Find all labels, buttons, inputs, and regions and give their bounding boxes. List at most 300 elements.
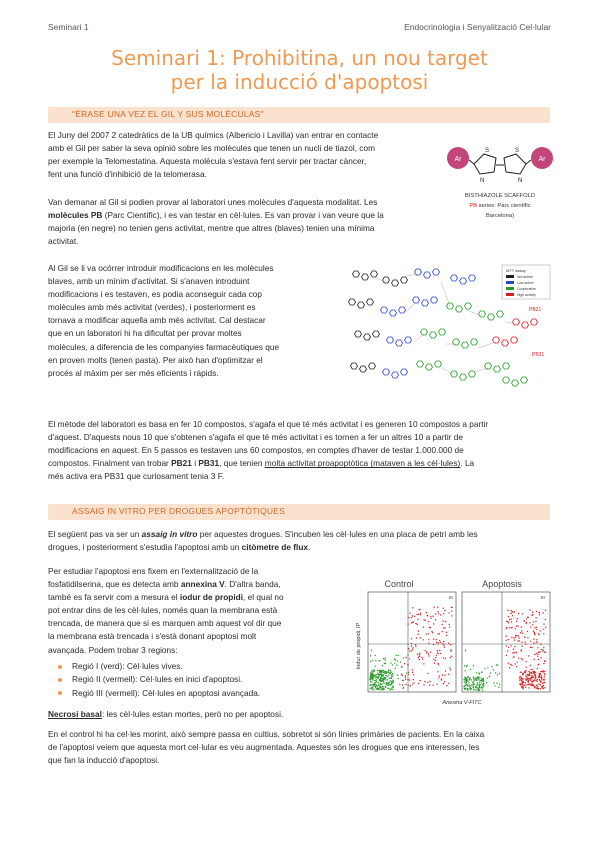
event-dot: [380, 672, 381, 673]
event-dot: [391, 676, 392, 677]
event-dot: [377, 688, 378, 689]
thiazole-ring-right: [504, 154, 526, 174]
event-dot: [379, 675, 380, 676]
event-dot: [369, 688, 370, 689]
event-dot: [413, 621, 414, 622]
event-dot: [378, 674, 379, 675]
event-dot: [423, 639, 424, 640]
event-dot: [375, 680, 376, 681]
event-dot: [387, 682, 388, 683]
event-dot: [435, 613, 436, 614]
event-dot: [370, 655, 371, 656]
event-dot: [473, 689, 474, 690]
event-dot: [436, 684, 437, 685]
event-dot: [396, 664, 397, 665]
event-dot: [529, 674, 530, 675]
event-dot: [540, 630, 541, 631]
event-dot: [383, 658, 384, 659]
event-dot: [513, 637, 514, 638]
event-dot: [468, 682, 469, 683]
event-dot: [392, 687, 393, 688]
scaffold-caption-1: BISTHIAZOLE SCAFFOLD: [464, 193, 536, 199]
text-line: també es fa servir com a mesura el iodur de propidi, el qual no: [48, 592, 284, 603]
event-dot: [449, 667, 450, 668]
event-dot: [529, 622, 530, 623]
event-dot: [543, 629, 544, 630]
event-dot: [531, 681, 532, 682]
event-dot: [537, 656, 538, 657]
event-dot: [524, 620, 525, 621]
event-dot: [479, 682, 480, 683]
event-dot: [520, 679, 521, 680]
event-dot: [481, 678, 482, 679]
text-line: Van demanar al Gil si podien provar al laboratori unes molècules d'aquesta modalitat. Les: [48, 197, 378, 207]
event-dot: [526, 667, 527, 668]
event-dot: [431, 631, 432, 632]
event-dot: [445, 621, 446, 622]
header-left: Seminari 1: [48, 22, 89, 32]
event-dot: [537, 654, 538, 655]
event-dot: [451, 615, 452, 616]
event-dot: [542, 682, 543, 683]
quadrant-label: I: [371, 648, 373, 653]
event-dot: [409, 679, 410, 680]
event-dot: [448, 612, 449, 613]
event-dot: [428, 655, 429, 656]
event-dot: [417, 654, 418, 655]
event-dot: [450, 644, 451, 645]
event-dot: [510, 664, 511, 665]
molecule-sketch: [413, 297, 438, 306]
event-dot: [384, 677, 385, 678]
event-dot: [525, 670, 526, 671]
event-dot: [377, 686, 378, 687]
event-dot: [438, 677, 439, 678]
event-dot: [484, 668, 485, 669]
event-dot: [508, 622, 509, 623]
event-dot: [387, 688, 388, 689]
event-dot: [476, 687, 477, 688]
event-dot: [525, 678, 526, 679]
event-dot: [493, 669, 494, 670]
event-dot: [437, 634, 438, 635]
event-dot: [448, 642, 449, 643]
event-dot: [421, 657, 422, 658]
event-dot: [438, 613, 439, 614]
text-line: pot entrar dins de les cèl·lules, només quan la membrana està: [48, 605, 278, 616]
event-dot: [478, 690, 479, 691]
event-dot: [521, 678, 522, 679]
text-line: que fan la inducció d'apoptosi.: [48, 755, 160, 766]
list-item: Regió III (vermell): Cèl·lules en apoptosi avançada.: [56, 687, 260, 700]
event-dot: [510, 610, 511, 611]
event-dot: [435, 660, 436, 661]
event-dot: [445, 670, 446, 671]
event-dot: [419, 654, 420, 655]
event-dot: [450, 669, 451, 670]
event-dot: [534, 627, 535, 628]
event-dot: [375, 674, 376, 675]
event-dot: [499, 673, 500, 674]
event-dot: [435, 619, 436, 620]
legend-item: Cooperative: [517, 287, 536, 291]
event-dot: [466, 679, 467, 680]
event-dot: [534, 632, 535, 633]
event-dot: [535, 621, 536, 622]
text-line: que en un laboratori hi ha dificultat per provar moltes: [48, 328, 242, 339]
event-dot: [373, 689, 374, 690]
event-dot: [390, 684, 391, 685]
event-dot: [506, 621, 507, 622]
event-dot: [532, 612, 533, 613]
list-item: Regió II (vermell): Cèl·lules en inici d'apoptosi.: [56, 673, 260, 686]
event-dot: [391, 688, 392, 689]
event-dot: [543, 670, 544, 671]
event-dot: [417, 634, 418, 635]
event-dot: [371, 674, 372, 675]
event-dot: [466, 684, 467, 685]
event-dot: [390, 662, 391, 663]
event-dot: [479, 677, 480, 678]
event-dot: [378, 682, 379, 683]
event-dot: [412, 615, 413, 616]
legend-title: MTT assay: [506, 268, 526, 273]
text-line: de l'apoptosi veiem que aquesta mort cel·lular es veu augmentada. Aquestes són les drogues que ens interessen, les: [48, 742, 480, 753]
event-dot: [388, 683, 389, 684]
event-dot: [390, 689, 391, 690]
event-dot: [536, 642, 537, 643]
text-line: molècules amb més activitat (verdes), i posteriorment es: [48, 302, 256, 313]
event-dot: [385, 675, 386, 676]
nitrogen-label: N: [480, 178, 485, 184]
event-dot: [440, 614, 441, 615]
event-dot: [432, 632, 433, 633]
event-dot: [405, 677, 406, 678]
event-dot: [430, 616, 431, 617]
event-dot: [506, 635, 507, 636]
event-dot: [506, 627, 507, 628]
event-dot: [391, 671, 392, 672]
event-dot: [511, 619, 512, 620]
event-dot: [512, 611, 513, 612]
event-dot: [522, 684, 523, 685]
event-dot: [384, 663, 385, 664]
event-dot: [519, 676, 520, 677]
molecule-sketch: [415, 269, 440, 278]
event-dot: [444, 610, 445, 611]
event-dot: [437, 606, 438, 607]
event-dot: [383, 678, 384, 679]
event-dot: [371, 689, 372, 690]
event-dot: [538, 688, 539, 689]
event-dot: [448, 683, 449, 684]
event-dot: [514, 639, 515, 640]
event-dot: [395, 668, 396, 669]
event-dot: [536, 653, 537, 654]
event-dot: [478, 672, 479, 673]
event-dot: [419, 653, 420, 654]
event-dot: [418, 683, 419, 684]
event-dot: [479, 685, 480, 686]
event-dot: [405, 679, 406, 680]
event-dot: [382, 675, 383, 676]
event-dot: [539, 612, 540, 613]
text-line: Necrosi basal: les cèl·lules estan mortes, però no per apoptosi.: [48, 709, 284, 719]
event-dot: [515, 635, 516, 636]
event-dot: [423, 684, 424, 685]
legend-item: High activity: [517, 293, 536, 297]
event-dot: [438, 664, 439, 665]
sulfur-label: S: [515, 148, 520, 154]
event-dot: [534, 687, 535, 688]
event-dot: [544, 674, 545, 675]
event-dot: [396, 655, 397, 656]
event-dot: [438, 642, 439, 643]
event-dot: [384, 671, 385, 672]
event-dot: [526, 618, 527, 619]
event-dot: [371, 681, 372, 682]
event-dot: [525, 641, 526, 642]
event-dot: [444, 675, 445, 676]
event-dot: [380, 687, 381, 688]
event-dot: [470, 689, 471, 690]
event-dot: [464, 665, 465, 666]
event-dot: [443, 683, 444, 684]
event-dot: [389, 673, 390, 674]
event-dot: [514, 652, 515, 653]
text-line: compostos. Finalment van trobar PB21 i PB31, que tenien molta activitat proapoptòtica (mataven a les cèl·lules). La: [48, 458, 475, 469]
scaffold-caption-2: PB series: Parc científic: [469, 203, 531, 209]
event-dot: [390, 670, 391, 671]
event-dot: [473, 684, 474, 685]
legend-item: Not active: [517, 275, 533, 279]
event-dot: [442, 643, 443, 644]
event-dot: [527, 637, 528, 638]
event-dot: [443, 645, 444, 646]
event-dot: [380, 680, 381, 681]
event-dot: [511, 627, 512, 628]
event-dot: [515, 637, 516, 638]
event-dot: [481, 682, 482, 683]
event-dot: [370, 679, 371, 680]
event-dot: [381, 678, 382, 679]
event-dot: [434, 663, 435, 664]
event-dot: [451, 607, 452, 608]
text-line: fosfatidilserina, que es detecta amb annexina V. D'altra banda,: [48, 579, 281, 590]
event-dot: [512, 652, 513, 653]
text-line: modificacions i es testaven, es podia aconseguir cada cop: [48, 289, 263, 300]
event-dot: [392, 674, 393, 675]
event-dot: [398, 655, 399, 656]
event-dot: [470, 687, 471, 688]
event-dot: [427, 615, 428, 616]
event-dot: [413, 679, 414, 680]
event-dot: [522, 681, 523, 682]
flow-y-axis-label: Iodur de propidi, IP: [356, 622, 362, 670]
text-line: avançada. Podem trobar 3 regions:: [48, 644, 178, 655]
event-dot: [528, 687, 529, 688]
event-dot: [543, 679, 544, 680]
event-dot: [425, 650, 426, 651]
event-dot: [517, 625, 518, 626]
section-heading-2: [48, 504, 550, 520]
molecule-sketch: [485, 363, 510, 372]
event-dot: [384, 672, 385, 673]
event-dot: [538, 633, 539, 634]
event-dot: [445, 658, 446, 659]
text-line: El mètode del laboratori es basa en fer 10 compostos, s'agafa el que té més activitat i es generen 10 compostos a partir: [48, 419, 489, 429]
event-dot: [525, 675, 526, 676]
event-dot: [382, 686, 383, 687]
event-dot: [543, 685, 544, 686]
event-dot: [486, 682, 487, 683]
event-dot: [531, 682, 532, 683]
event-dot: [522, 687, 523, 688]
event-dot: [530, 665, 531, 666]
text-line: trencada, de manera que si es marquen amb aquest vol dir que: [48, 618, 282, 629]
paragraph-in-vitro: [48, 528, 551, 554]
paragraph-apoptosis-markers: [48, 565, 344, 657]
event-dot: [540, 684, 541, 685]
event-dot: [371, 684, 372, 685]
event-dot: [392, 664, 393, 665]
event-dot: [446, 632, 447, 633]
event-dot: [482, 687, 483, 688]
event-dot: [371, 671, 372, 672]
event-dot: [379, 679, 380, 680]
event-dot: [530, 669, 531, 670]
event-dot: [525, 644, 526, 645]
event-dot: [433, 623, 434, 624]
event-dot: [519, 640, 520, 641]
text-line: més activa era PB31 que curiosament tenia 3 F.: [48, 471, 225, 482]
event-dot: [524, 637, 525, 638]
molecule-sketch: [453, 339, 478, 348]
event-dot: [538, 683, 539, 684]
event-dot: [408, 648, 409, 649]
event-dot: [397, 660, 398, 661]
event-dot: [372, 687, 373, 688]
event-dot: [539, 673, 540, 674]
event-dot: [534, 679, 535, 680]
event-dot: [402, 684, 403, 685]
text-line: per exemple la Telomestatina. Aquesta molècula s'estava fent servir per tractar càncer,: [48, 156, 367, 167]
event-dot: [514, 646, 515, 647]
event-dot: [427, 682, 428, 683]
event-dot: [464, 679, 465, 680]
event-dot: [494, 685, 495, 686]
event-dot: [541, 677, 542, 678]
event-dot: [439, 650, 440, 651]
event-dot: [474, 689, 475, 690]
control-plot-frame: [368, 592, 456, 692]
event-dot: [411, 617, 412, 618]
event-dot: [387, 685, 388, 686]
event-dot: [422, 658, 423, 659]
molecules-activity-figure: [346, 262, 552, 402]
event-dot: [404, 663, 405, 664]
ar-label-left: Ar: [454, 156, 462, 163]
event-dot: [532, 614, 533, 615]
event-dot: [532, 624, 533, 625]
molecule-sketch: [383, 369, 408, 378]
event-dot: [390, 678, 391, 679]
event-dot: [514, 611, 515, 612]
event-dot: [470, 669, 471, 670]
event-dot: [376, 681, 377, 682]
event-dot: [540, 673, 541, 674]
event-dot: [481, 672, 482, 673]
event-dot: [399, 684, 400, 685]
event-dot: [385, 671, 386, 672]
event-dot: [525, 687, 526, 688]
event-dot: [539, 614, 540, 615]
event-dot: [381, 676, 382, 677]
event-dot: [372, 678, 373, 679]
event-dot: [373, 685, 374, 686]
event-dot: [495, 672, 496, 673]
apoptosis-panel-title: Apoptosis: [482, 579, 522, 589]
text-line: molècules, a diferencia de les companyies farmacèutiques que: [48, 341, 280, 352]
event-dot: [530, 641, 531, 642]
event-dot: [496, 682, 497, 683]
event-dot: [419, 609, 420, 610]
event-dot: [411, 650, 412, 651]
event-dot: [537, 679, 538, 680]
event-dot: [389, 682, 390, 683]
event-dot: [383, 683, 384, 684]
event-dot: [542, 687, 543, 688]
event-dot: [423, 663, 424, 664]
event-dot: [375, 660, 376, 661]
event-dot: [541, 676, 542, 677]
event-dot: [388, 671, 389, 672]
event-dot: [444, 627, 445, 628]
event-dot: [379, 687, 380, 688]
text-line: fent una funció d'inhibició de la telomerasa.: [48, 169, 207, 180]
event-dot: [370, 685, 371, 686]
legend-item: Low active: [517, 281, 534, 285]
event-dot: [406, 672, 407, 673]
paragraph-control: [48, 728, 551, 767]
event-dot: [465, 685, 466, 686]
event-dot: [545, 619, 546, 620]
event-dot: [384, 659, 385, 660]
event-dot: [413, 682, 414, 683]
event-dot: [420, 614, 421, 615]
event-dot: [533, 621, 534, 622]
molecule-sketch: [353, 271, 378, 280]
event-dot: [466, 688, 467, 689]
event-dot: [508, 616, 509, 617]
molecule-sketch: [417, 361, 442, 370]
event-dot: [465, 689, 466, 690]
text-line: tornava a modificar aquella amb més activitat. Cal destacar: [48, 315, 266, 326]
event-dot: [513, 657, 514, 658]
event-dot: [530, 684, 531, 685]
event-dot: [517, 640, 518, 641]
event-dot: [375, 682, 376, 683]
event-dot: [475, 686, 476, 687]
paragraph-pb-molecules: [48, 196, 428, 248]
event-dot: [377, 670, 378, 671]
event-dot: [467, 677, 468, 678]
event-dot: [423, 627, 424, 628]
event-dot: [470, 685, 471, 686]
event-dot: [515, 663, 516, 664]
event-dot: [372, 675, 373, 676]
event-dot: [530, 626, 531, 627]
